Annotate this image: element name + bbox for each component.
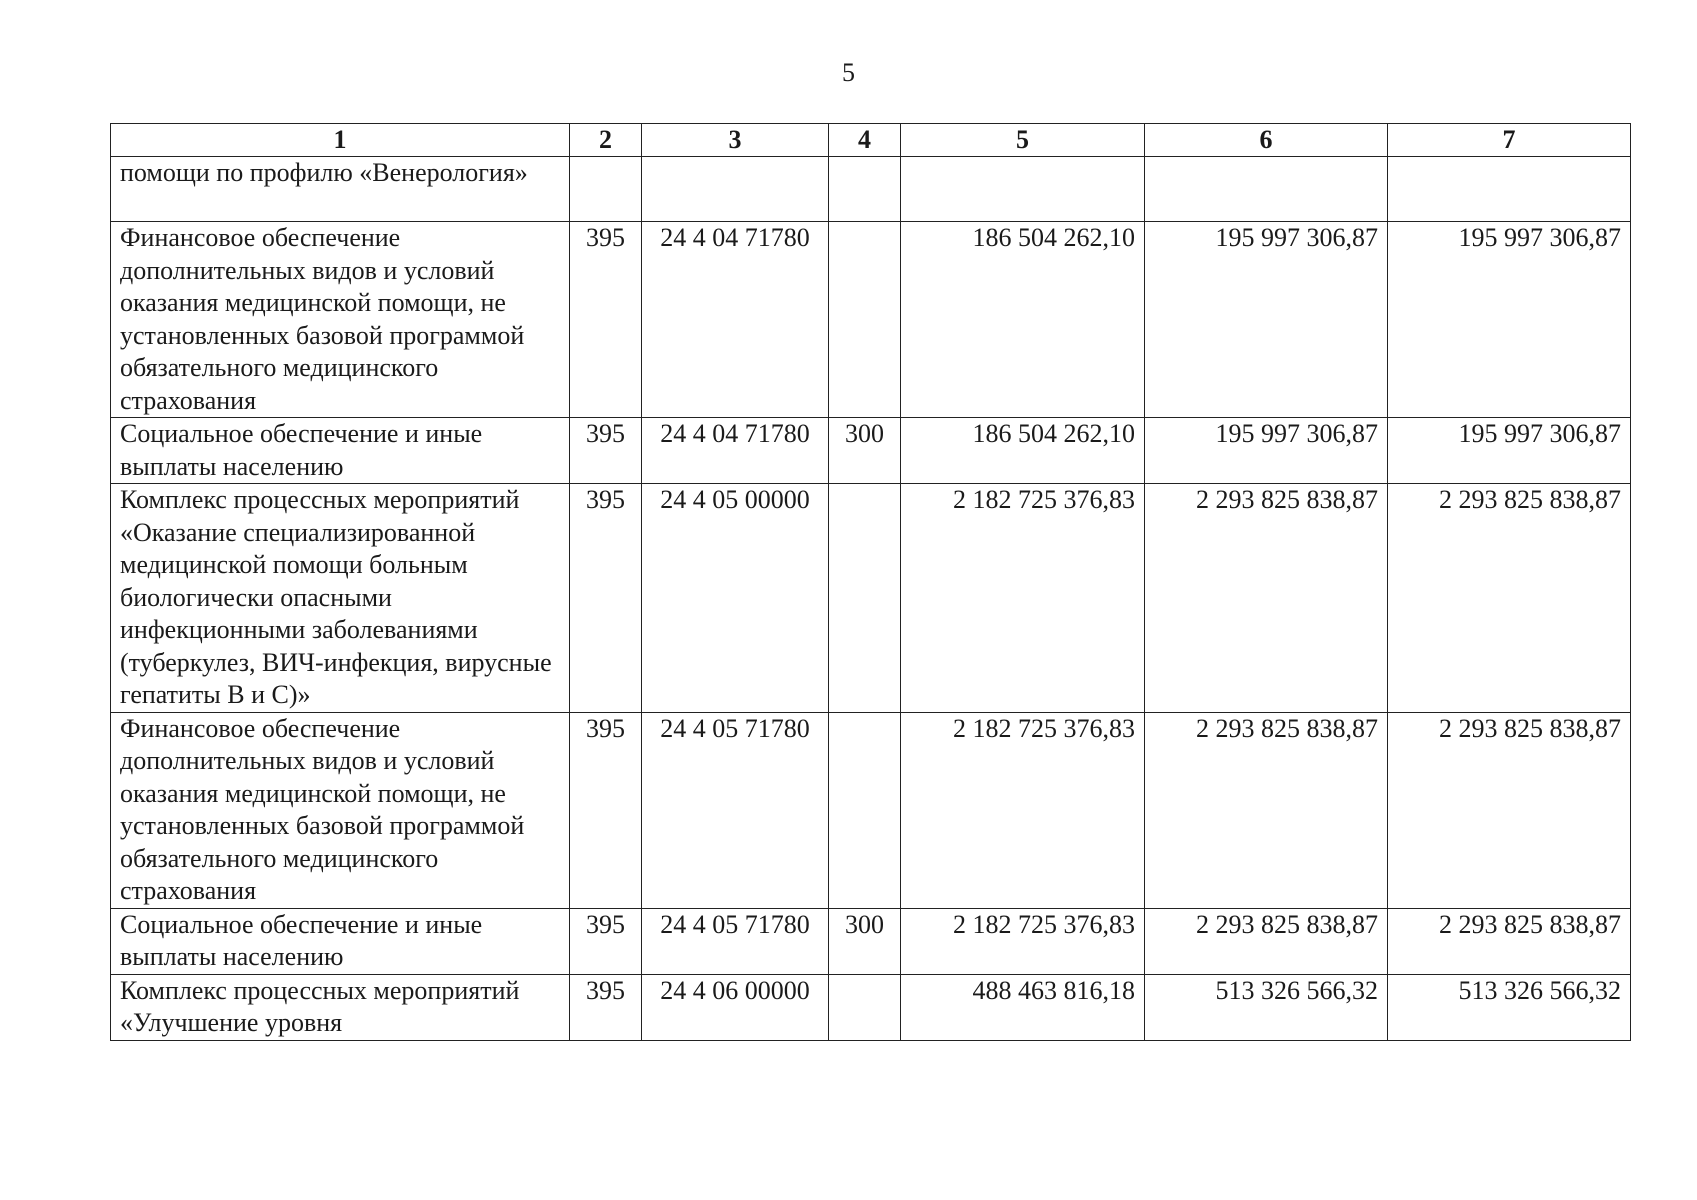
row-year2-cell: 2 293 825 838,87 — [1145, 712, 1388, 908]
row-vr-cell — [829, 974, 901, 1040]
row-name-cell: Социальное обеспечение и иные выплаты населению — [111, 908, 570, 974]
table-row — [111, 418, 1631, 484]
column-header-5: 5 — [901, 124, 1145, 157]
row-year3-cell: 513 326 566,32 — [1388, 974, 1631, 1040]
row-csr-cell: 24 4 05 71780 — [642, 712, 829, 908]
table-row — [111, 484, 1631, 713]
row-code-cell — [570, 157, 642, 222]
row-year1-cell: 488 463 816,18 — [901, 974, 1145, 1040]
row-year2-cell: 2 293 825 838,87 — [1145, 908, 1388, 974]
table-row — [111, 712, 1631, 908]
row-year3-cell: 195 997 306,87 — [1388, 222, 1631, 418]
row-year1-cell: 186 504 262,10 — [901, 418, 1145, 484]
row-csr-cell: 24 4 05 71780 — [642, 908, 829, 974]
row-year3-cell: 2 293 825 838,87 — [1388, 484, 1631, 713]
row-vr-cell — [829, 157, 901, 222]
table-row — [111, 222, 1631, 418]
row-year1-cell: 2 182 725 376,83 — [901, 484, 1145, 713]
row-year1-cell — [901, 157, 1145, 222]
row-code-cell: 395 — [570, 222, 642, 418]
header-row — [111, 124, 1631, 157]
row-csr-cell: 24 4 06 00000 — [642, 974, 829, 1040]
row-year1-cell: 2 182 725 376,83 — [901, 712, 1145, 908]
row-csr-cell: 24 4 05 00000 — [642, 484, 829, 713]
row-year2-cell: 513 326 566,32 — [1145, 974, 1388, 1040]
row-vr-cell: 300 — [829, 908, 901, 974]
row-vr-cell — [829, 222, 901, 418]
row-year2-cell: 2 293 825 838,87 — [1145, 484, 1388, 713]
row-year3-cell: 195 997 306,87 — [1388, 418, 1631, 484]
row-year3-cell — [1388, 157, 1631, 222]
page-number: 5 — [842, 58, 855, 87]
column-header-7: 7 — [1388, 124, 1631, 157]
row-name-cell: Финансовое обеспечение дополнительных видов и условий оказания медицинской помощи, не установленных базовой программой обязательного медицинского страхования — [111, 222, 570, 418]
table-row — [111, 974, 1631, 1040]
row-year3-cell: 2 293 825 838,87 — [1388, 908, 1631, 974]
row-year1-cell: 186 504 262,10 — [901, 222, 1145, 418]
table-row — [111, 157, 1631, 222]
row-code-cell: 395 — [570, 712, 642, 908]
row-name-cell: Социальное обеспечение и иные выплаты населению — [111, 418, 570, 484]
row-code-cell: 395 — [570, 418, 642, 484]
row-csr-cell — [642, 157, 829, 222]
column-header-1: 1 — [111, 124, 570, 157]
row-name-cell: Финансовое обеспечение дополнительных видов и условий оказания медицинской помощи, не установленных базовой программой обязательного медицинского страхования — [111, 712, 570, 908]
row-code-cell: 395 — [570, 908, 642, 974]
column-header-2: 2 — [570, 124, 642, 157]
row-name-cell: Комплекс процессных мероприятий «Улучшение уровня — [111, 974, 570, 1040]
row-vr-cell — [829, 484, 901, 713]
row-name-cell: помощи по профилю «Венерология» — [111, 157, 570, 222]
row-year2-cell — [1145, 157, 1388, 222]
row-vr-cell: 300 — [829, 418, 901, 484]
row-year2-cell: 195 997 306,87 — [1145, 418, 1388, 484]
budget-table — [110, 123, 1631, 1041]
row-year1-cell: 2 182 725 376,83 — [901, 908, 1145, 974]
column-header-6: 6 — [1145, 124, 1388, 157]
row-name-cell: Комплекс процессных мероприятий «Оказание специализированной медицинской помощи больным биологически опасными инфекционными заболеваниями (туберкулез, ВИЧ-инфекция, вирусные гепатиты В и С)» — [111, 484, 570, 713]
row-year2-cell: 195 997 306,87 — [1145, 222, 1388, 418]
column-header-4: 4 — [829, 124, 901, 157]
column-header-3: 3 — [642, 124, 829, 157]
row-csr-cell: 24 4 04 71780 — [642, 418, 829, 484]
row-vr-cell — [829, 712, 901, 908]
table-row — [111, 908, 1631, 974]
row-csr-cell: 24 4 04 71780 — [642, 222, 829, 418]
row-code-cell: 395 — [570, 484, 642, 713]
row-year3-cell: 2 293 825 838,87 — [1388, 712, 1631, 908]
row-code-cell: 395 — [570, 974, 642, 1040]
